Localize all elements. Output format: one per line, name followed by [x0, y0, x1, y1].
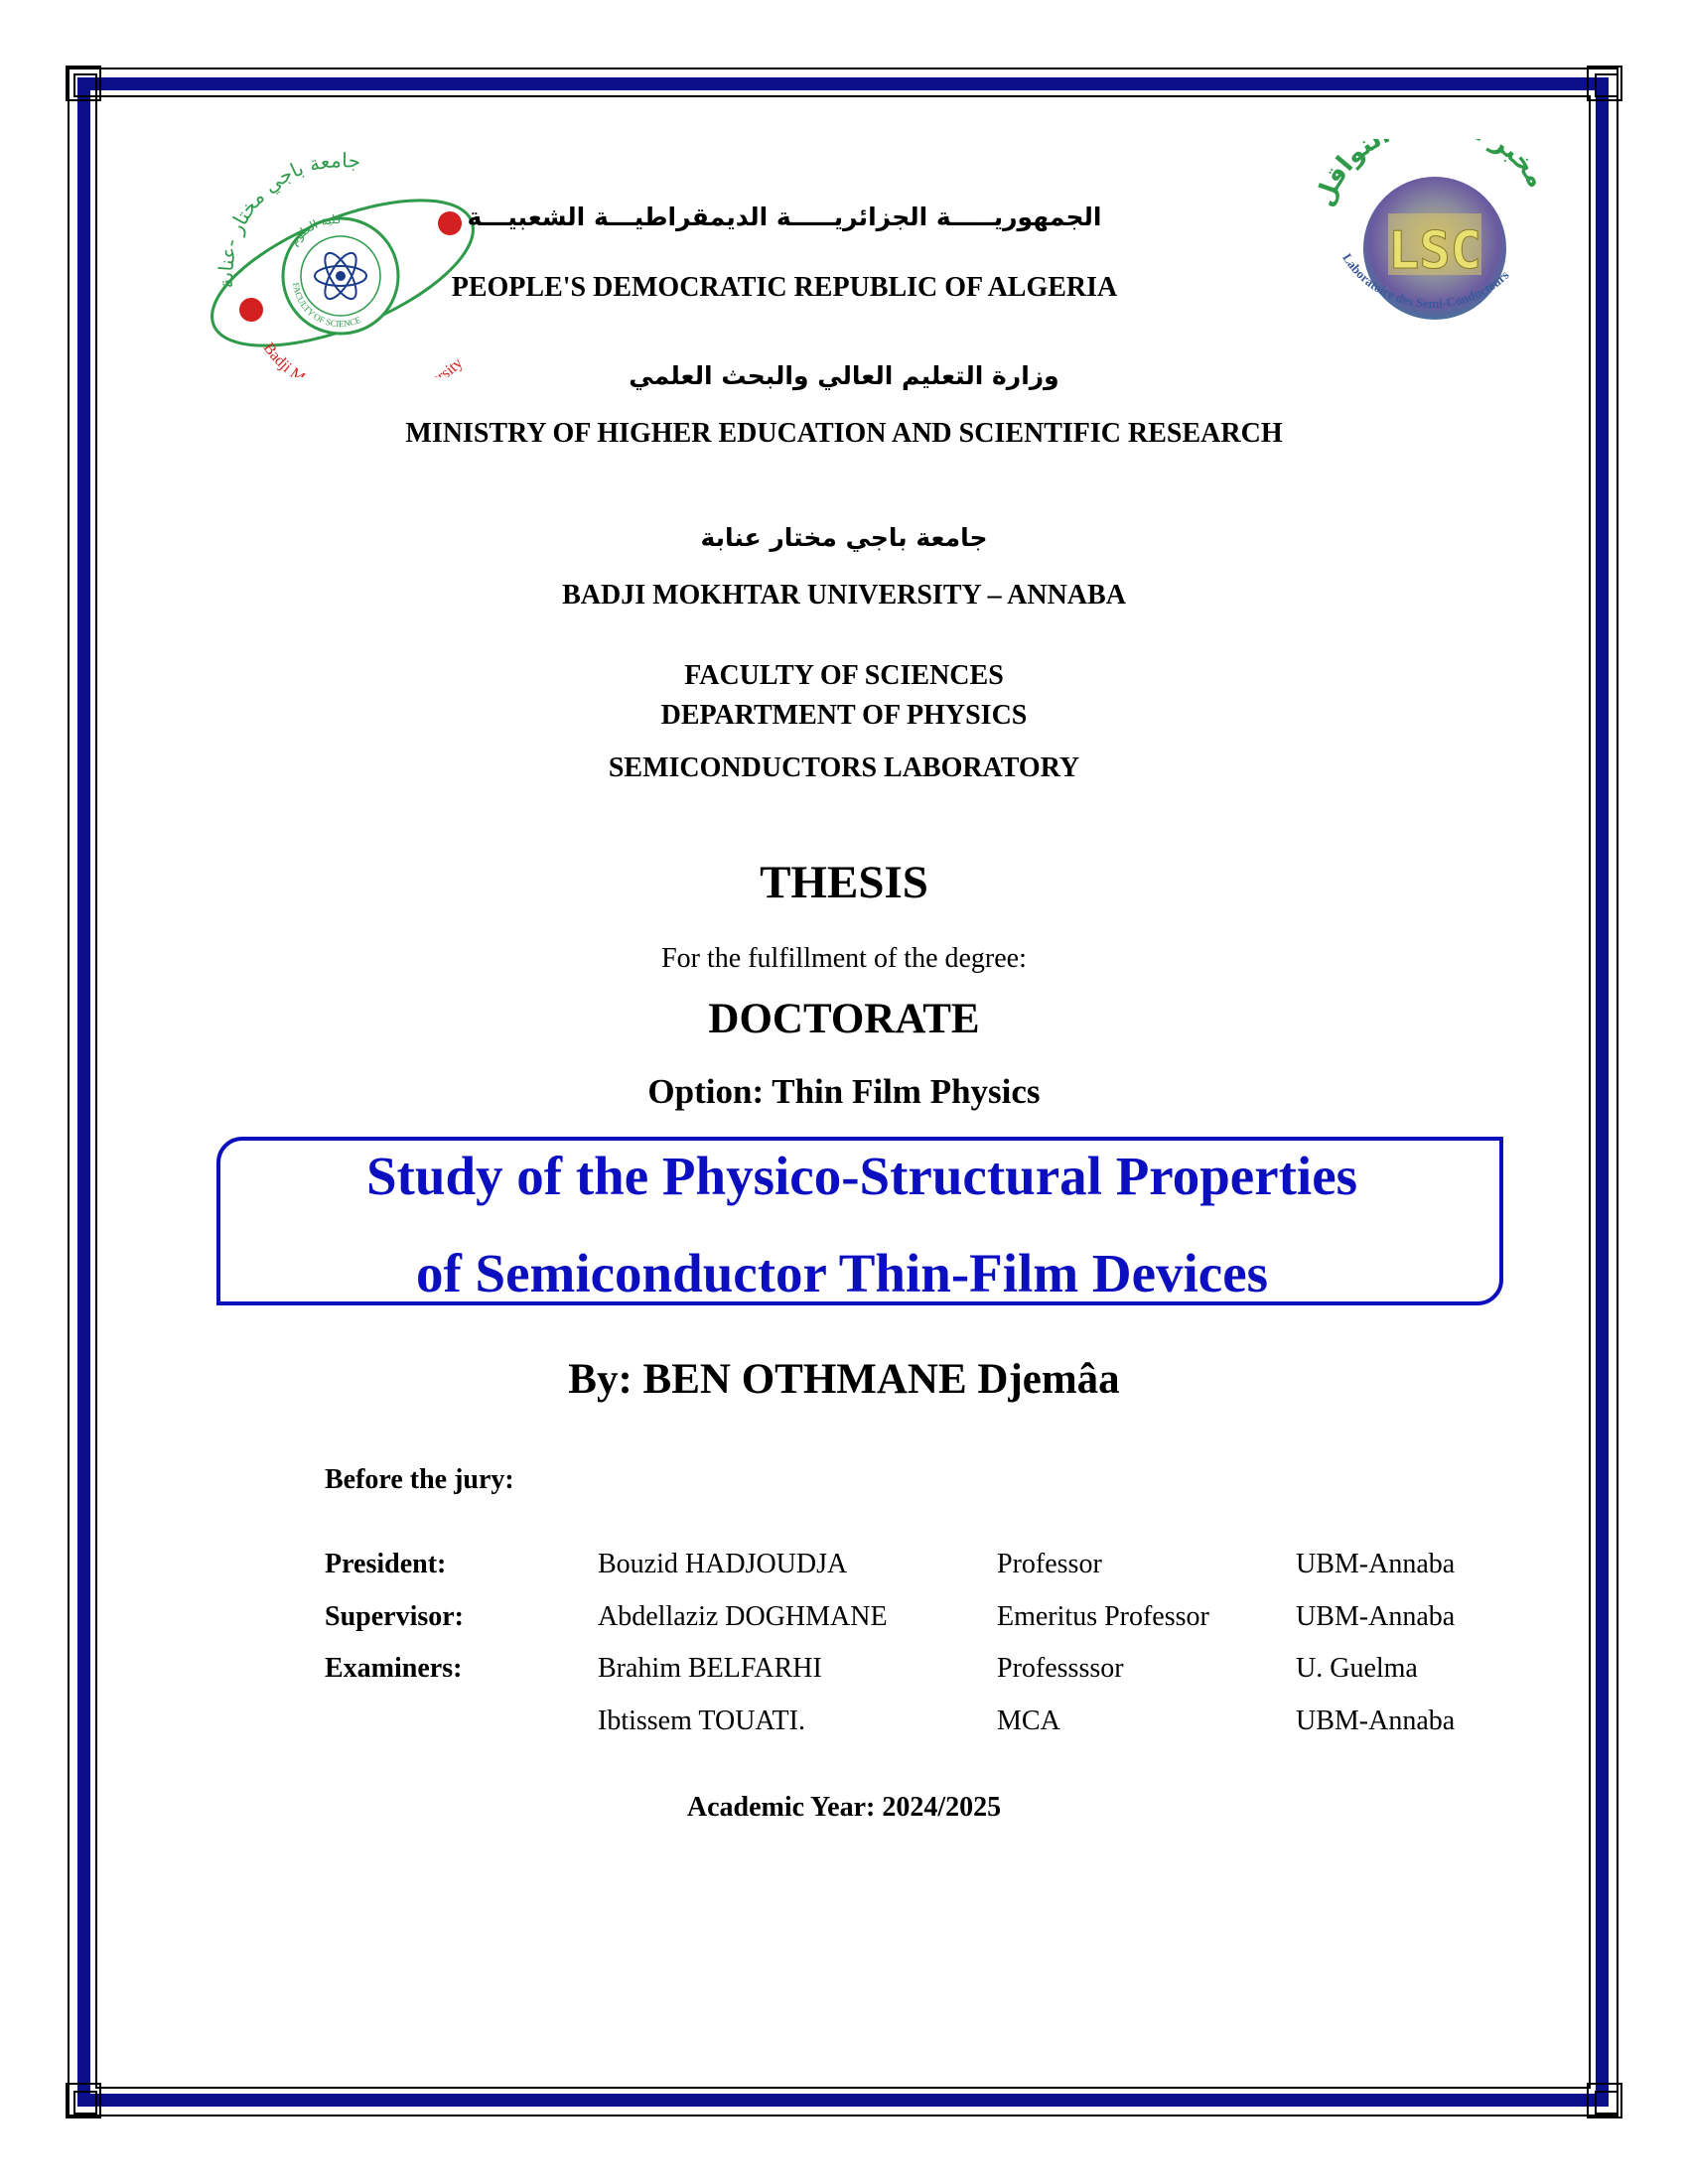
- ministry-title: MINISTRY OF HIGHER EDUCATION AND SCIENTIFIC RESEARCH: [405, 418, 1283, 449]
- frame-corner-top-right: [1587, 66, 1622, 101]
- thesis-heading: THESIS: [760, 857, 928, 908]
- frame-corner-bottom-left: [66, 2083, 101, 2118]
- logo-left-inner-arabic: كلية العلوم: [286, 211, 343, 248]
- jury-rank: Professor: [997, 1549, 1102, 1579]
- logo-right-monogram: LSC: [1388, 221, 1481, 281]
- jury-institution: UBM-Annaba: [1296, 1549, 1456, 1579]
- university-title: BADJI MOKHTAR UNIVERSITY – ANNABA: [562, 580, 1126, 611]
- arabic-republic: الجمهوريـــــة الجزائريـــــة الديمقراطيـــة الشعبيـــة: [467, 203, 1102, 231]
- arabic-ministry: وزارة التعليم العالي والبحث العلمي: [629, 361, 1059, 390]
- jury-heading: Before the jury:: [325, 1464, 514, 1495]
- logo-left-arabic-arc: جامعة باجي مختار -عنابة: [213, 149, 362, 290]
- thesis-title-line-2: of Semiconductor Thin-Film Devices: [415, 1243, 1269, 1303]
- jury-name: Ibtissem TOUATI.: [598, 1706, 805, 1736]
- jury-rank: MCA: [997, 1706, 1060, 1736]
- jury-role: Examiners:: [325, 1653, 463, 1684]
- thesis-title-line-1: Study of the Physico-Structural Properties: [365, 1146, 1358, 1206]
- logo-left-latin-arc: Badji M rsity: [259, 340, 467, 377]
- jury-institution: UBM-Annaba: [1296, 1706, 1456, 1736]
- jury-name: Brahim BELFARHI: [598, 1653, 822, 1684]
- logo-left-inner-latin: FACULTY OF SCIENCE: [290, 281, 362, 330]
- option-text: Option: Thin Film Physics: [647, 1072, 1041, 1111]
- jury-name: Bouzid HADJOUDJA: [598, 1549, 848, 1579]
- thesis-title-box: [216, 1137, 1503, 1305]
- academic-year: Academic Year: 2024/2025: [686, 1792, 1002, 1823]
- arabic-university: جامعة باجي مختار عنابة: [700, 523, 988, 552]
- republic-title: PEOPLE'S DEMOCRATIC REPUBLIC OF ALGERIA: [451, 272, 1118, 303]
- author-line: By: BEN OTHMANE Djemâa: [568, 1356, 1120, 1403]
- frame-corner-bottom-right: [1587, 2083, 1622, 2118]
- department-title: DEPARTMENT OF PHYSICS: [660, 700, 1028, 731]
- laboratory-title: SEMICONDUCTORS LABORATORY: [608, 752, 1080, 783]
- jury-role: President:: [325, 1549, 447, 1579]
- faculty-logo: [194, 149, 492, 377]
- fulfillment-text: For the fulfillment of the degree:: [661, 943, 1027, 974]
- jury-rank: Professssor: [997, 1653, 1124, 1684]
- frame-corner-top-left: [66, 66, 101, 101]
- jury-institution: UBM-Annaba: [1296, 1601, 1456, 1632]
- jury-role: Supervisor:: [325, 1601, 464, 1632]
- lsc-lab-logo: [1311, 139, 1559, 347]
- jury-institution: U. Guelma: [1296, 1653, 1418, 1684]
- jury-name: Abdellaziz DOGHMANE: [598, 1601, 888, 1632]
- logo-right-arabic-arc: مخبر لنواقل: [1311, 139, 1552, 211]
- logo-right-latin-arc: Laboratoire des Semi-Conducteurs: [1339, 250, 1512, 311]
- degree-title: DOCTORATE: [708, 996, 980, 1042]
- jury-rank: Emeritus Professor: [997, 1601, 1209, 1632]
- faculty-title: FACULTY OF SCIENCES: [684, 660, 1004, 691]
